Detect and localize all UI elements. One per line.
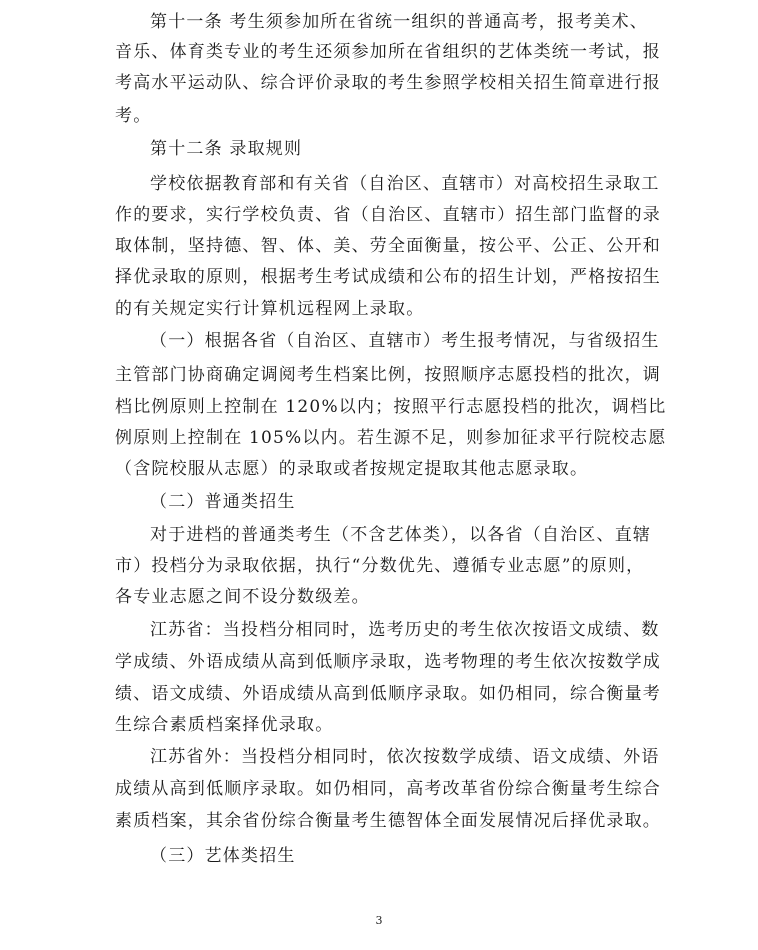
- text-line-2: 音乐、体育类专业的考生还须参加所在省组织的艺体类统一考试，报: [115, 42, 661, 62]
- text-line-15: （含院校服从志愿）的录取或者按规定提取其他志愿录取。: [115, 459, 589, 479]
- text-line-23: 生综合素质档案择优录取。: [115, 715, 334, 735]
- text-line-21: 学成绩、外语成绩从高到低顺序录取，选考物理的考生依次按数学成: [115, 652, 661, 672]
- text-line-20: 江苏省：当投档分相同时，选考历史的考生依次按语文成绩、数: [150, 620, 660, 640]
- subsection-heading-regular: （二）普通类招生: [150, 492, 296, 512]
- section-heading-article-12: 第十二条 录取规则: [150, 139, 303, 159]
- text-line-25: 成绩从高到低顺序录取。如仍相同，高考改革省份综合衡量考生综合: [115, 779, 661, 799]
- text-line-19: 各专业志愿之间不设分数级差。: [115, 587, 370, 607]
- subsection-heading-arts-sports: （三）艺体类招生: [150, 846, 296, 866]
- text-line-6: 学校依据教育部和有关省（自治区、直辖市）对高校招生录取工: [150, 174, 660, 194]
- text-line-13: 档比例原则上控制在 120%以内；按照平行志愿投档的批次，调档比: [115, 397, 667, 417]
- text-line-18: 市）投档分为录取依据，执行“分数优先、遵循专业志愿”的原则，: [115, 556, 645, 576]
- text-line-3: 考高水平运动队、综合评价录取的考生参照学校相关招生简章进行报: [115, 73, 661, 93]
- text-line-14: 例原则上控制在 105%以内。若生源不足，则参加征求平行院校志愿: [115, 428, 667, 448]
- text-line-11: （一）根据各省（自治区、直辖市）考生报考情况，与省级招生: [150, 331, 660, 351]
- text-line-1: 第十一条 考生须参加所在省统一组织的普通高考，报考美术、: [150, 12, 649, 32]
- text-line-17: 对于进档的普通类考生（不含艺体类），以各省（自治区、直辖: [150, 525, 652, 545]
- text-line-8: 取体制，坚持德、智、体、美、劳全面衡量，按公平、公正、公开和: [115, 236, 661, 256]
- text-line-7: 作的要求，实行学校负责、省（自治区、直辖市）招生部门监督的录: [115, 205, 661, 225]
- text-line-12: 主管部门协商确定调阅考生档案比例，按照顺序志愿投档的批次，调: [115, 365, 661, 385]
- text-line-4: 考。: [115, 106, 152, 126]
- text-line-22: 绩、语文成绩、外语成绩从高到低顺序录取。如仍相同，综合衡量考: [115, 684, 661, 704]
- text-line-24: 江苏省外：当投档分相同时，依次按数学成绩、语文成绩、外语: [150, 747, 660, 767]
- page-number: 3: [375, 914, 383, 927]
- text-line-10: 的有关规定实行计算机远程网上录取。: [115, 299, 425, 319]
- text-line-26: 素质档案，其余省份综合衡量考生德智体全面发展情况后择优录取。: [115, 811, 661, 831]
- text-line-9: 择优录取的原则，根据考生考试成绩和公布的招生计划，严格按招生: [115, 267, 661, 287]
